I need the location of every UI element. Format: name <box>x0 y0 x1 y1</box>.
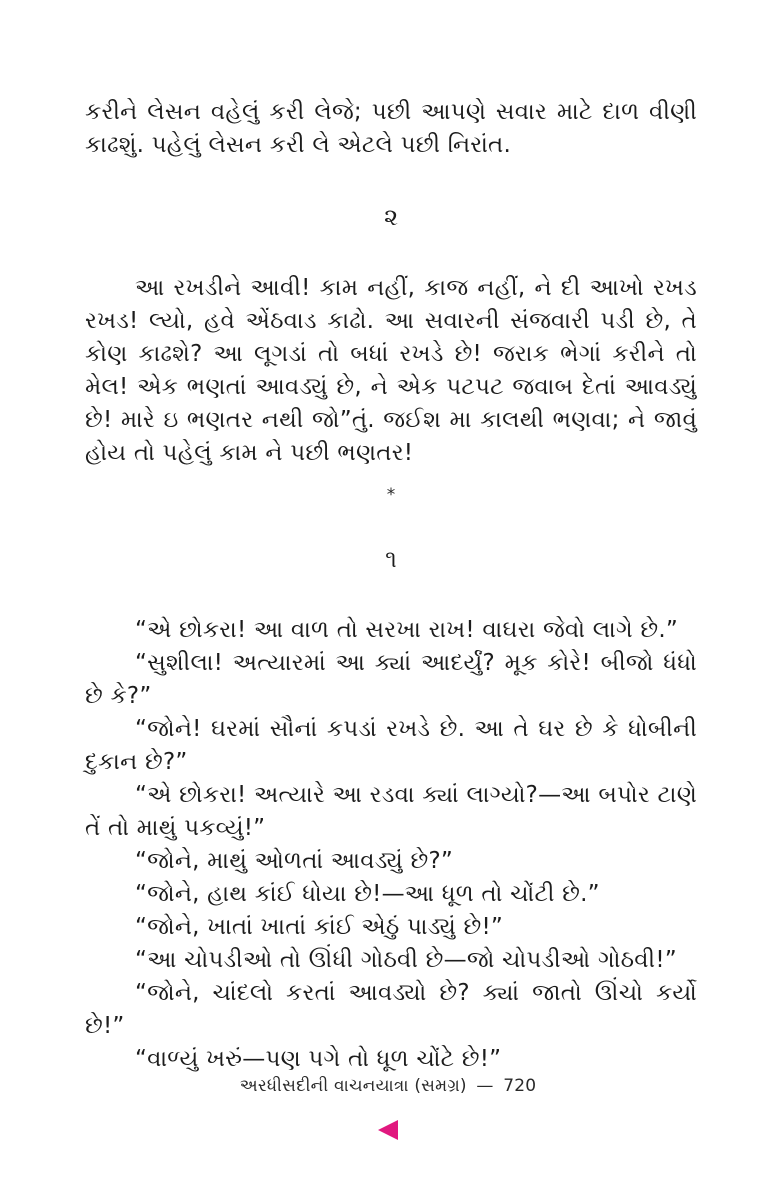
dialogue-line: “જોને! ઘરમાં સૌનાં કપડાં રખડે છે. આ તે ઘર છે કે ધોબીની દુકાન છે?” <box>85 716 697 775</box>
section-separator-asterisk: * <box>386 485 396 505</box>
prev-page-arrow-icon[interactable] <box>378 1120 398 1140</box>
footer-page-number: 720 <box>503 1076 537 1096</box>
section-heading-2: ૨ <box>383 203 399 231</box>
section-heading-1: ૧ <box>385 545 397 573</box>
dialogue-line: “સુશીલા! અત્યારમાં આ ક્યાં આદર્યું? મૂક કોરે! બીજો ધંધો છે કે?” <box>85 650 697 709</box>
dialogue-line: “જોને, ખાતાં ખાતાં કાંઈ એઠું પાડ્યું છે!” <box>135 914 503 940</box>
dialogue-line: “એ છોકરા! આ વાળ તો સરખા રાખ! વાઘરા જેવો લાગે છે.” <box>135 617 679 643</box>
dialogue-line: “આ ચોપડીઓ તો ઊંધી ગોઠવી છે—જો ચોપડીઓ ગોઠવી!” <box>135 947 677 973</box>
dialogue-line: “જોને, હાથ કાંઈ ધોયા છે!—આ ધૂળ તો ચોંટી છે.” <box>135 881 600 907</box>
dialogue-line: “જોને, માથું ઓળતાં આવડ્યું છે?” <box>135 848 454 874</box>
opening-paragraph: કરીને લેસન વહેલું કરી લેજે; પછી આપણે સવાર માટે દાળ વીણી કાઢશું. પહેલું લેસન કરી લે એટલે પછી નિરાંત. <box>85 99 697 158</box>
section-2-paragraph: આ રખડીને આવી! કામ નહીં, કાજ નહીં, ને દી આખો રખડ રખડ! લ્યો, હવે એંઠવાડ કાઢો. આ સવારની સંજવારી પડી છે, તે કોણ કાઢશે? આ લૂગડાં તો બધાં રખડે છે! જરાક ભેગાં કરીને તો મેલ! એક ભણતાં આવડ્યું છે, ને એક પટપટ જવાબ દેતાં આવડ્યું છે! મારે ઇ ભણતર નથી જો”તું. જઈશ મા કાલથી ભણવા; ને જાવું હોય તો પહેલું કામ ને પછી ભણતર! <box>85 275 697 466</box>
page-body <box>85 96 697 1076</box>
dialogue-line: “એ છોકરા! અત્યારે આ રડવા ક્યાં લાગ્યો?—આ બપોર ટાણે તેં તો માથું પકવ્યું!” <box>85 782 697 841</box>
page-footer <box>0 1076 776 1096</box>
footer-book-title: અરધીસદીની વાચનયાત્રા (સમગ્ર) <box>239 1076 467 1096</box>
dialogue-line: “જોને, ચાંદલો કરતાં આવડ્યો છે? ક્યાં જાતો ઊંચો કર્યો છે!” <box>85 980 697 1039</box>
footer-separator: — <box>476 1076 494 1096</box>
dialogue-line: “વાળ્યું ખરું—પણ પગે તો ધૂળ ચોંટે છે!” <box>135 1046 502 1072</box>
